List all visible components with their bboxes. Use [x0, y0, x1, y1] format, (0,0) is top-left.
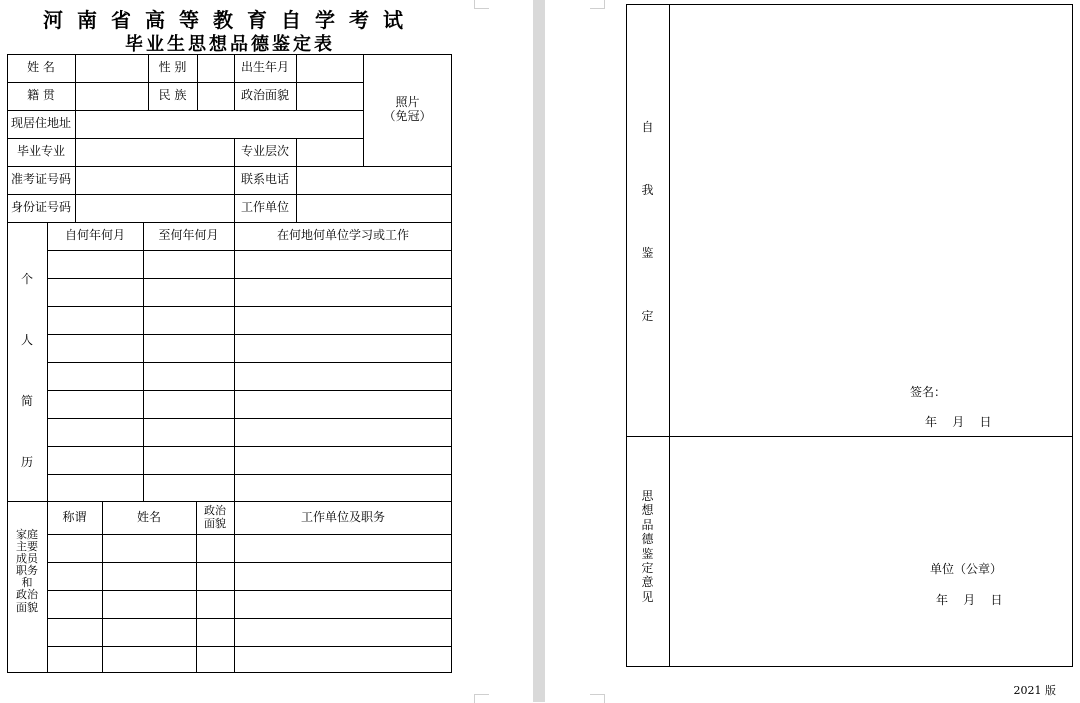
version-label: 2021 版: [1013, 684, 1056, 697]
major-field[interactable]: [75, 138, 234, 166]
unit-seal-label: 单位（公章）: [930, 562, 1003, 577]
address-label: 现居住地址: [10, 116, 71, 131]
employer-label: 工作单位: [240, 200, 289, 215]
address-field[interactable]: [75, 110, 363, 138]
ethnic-label: 民 族: [158, 88, 187, 103]
political-label: 政治面貌: [240, 88, 289, 103]
opinion-date: 年 月 日: [936, 593, 1003, 608]
family-header-relation: 称谓: [62, 509, 87, 524]
resume-side-label: 个 人 简 历: [20, 272, 33, 469]
name-field[interactable]: [75, 54, 148, 82]
level-label: 专业层次: [240, 144, 289, 159]
photo-label: 照片: [395, 95, 420, 110]
photo-box[interactable]: [363, 54, 452, 166]
phone-label: 联系电话: [240, 172, 289, 187]
political-field[interactable]: [296, 82, 363, 110]
id-no-label: 身份证号码: [10, 200, 71, 215]
family-header-job: 工作单位及职务: [300, 509, 385, 524]
opinion-field[interactable]: [670, 437, 1072, 557]
name-label: 姓 名: [27, 60, 55, 75]
gender-field[interactable]: [197, 54, 234, 82]
gender-label: 性 别: [158, 60, 187, 75]
self-assessment-label: 自 我 鉴 定: [641, 120, 654, 323]
level-field[interactable]: [296, 138, 363, 166]
page-corner-mark: [590, 0, 605, 9]
form-subtitle: 毕业生思想品德鉴定表: [125, 34, 335, 55]
self-date: 年 月 日: [925, 415, 992, 430]
form-title: 河南省高等教育自学考试: [43, 8, 417, 32]
birth-label: 出生年月: [240, 60, 289, 75]
ethnic-field[interactable]: [197, 82, 234, 110]
resume-header-from: 自何年何月: [64, 228, 125, 243]
employer-field[interactable]: [296, 194, 452, 222]
id-no-field[interactable]: [75, 194, 234, 222]
phone-field[interactable]: [296, 166, 452, 194]
self-assessment-field[interactable]: [670, 5, 1072, 375]
resume-header-to: 至何年何月: [158, 228, 219, 243]
photo-note: （免冠）: [383, 109, 432, 123]
signature-label: 签名：: [910, 385, 947, 400]
native-field[interactable]: [75, 82, 148, 110]
family-header-name: 姓名: [136, 509, 161, 524]
birth-field[interactable]: [296, 54, 363, 82]
native-label: 籍 贯: [27, 88, 55, 103]
family-header-political: 政治 面貌: [204, 503, 226, 530]
family-side-label: 家庭 主要 成员 职务 和 政治 面貌: [16, 528, 38, 614]
exam-no-label: 准考证号码: [10, 172, 71, 187]
page-corner-mark: [474, 0, 489, 9]
exam-no-field[interactable]: [75, 166, 234, 194]
major-label: 毕业专业: [16, 144, 65, 159]
resume-header-place: 在何地何单位学习或工作: [276, 228, 409, 243]
opinion-label: 思 想 品 德 鉴 定 意 见: [641, 489, 654, 604]
page-separator: [533, 0, 545, 702]
